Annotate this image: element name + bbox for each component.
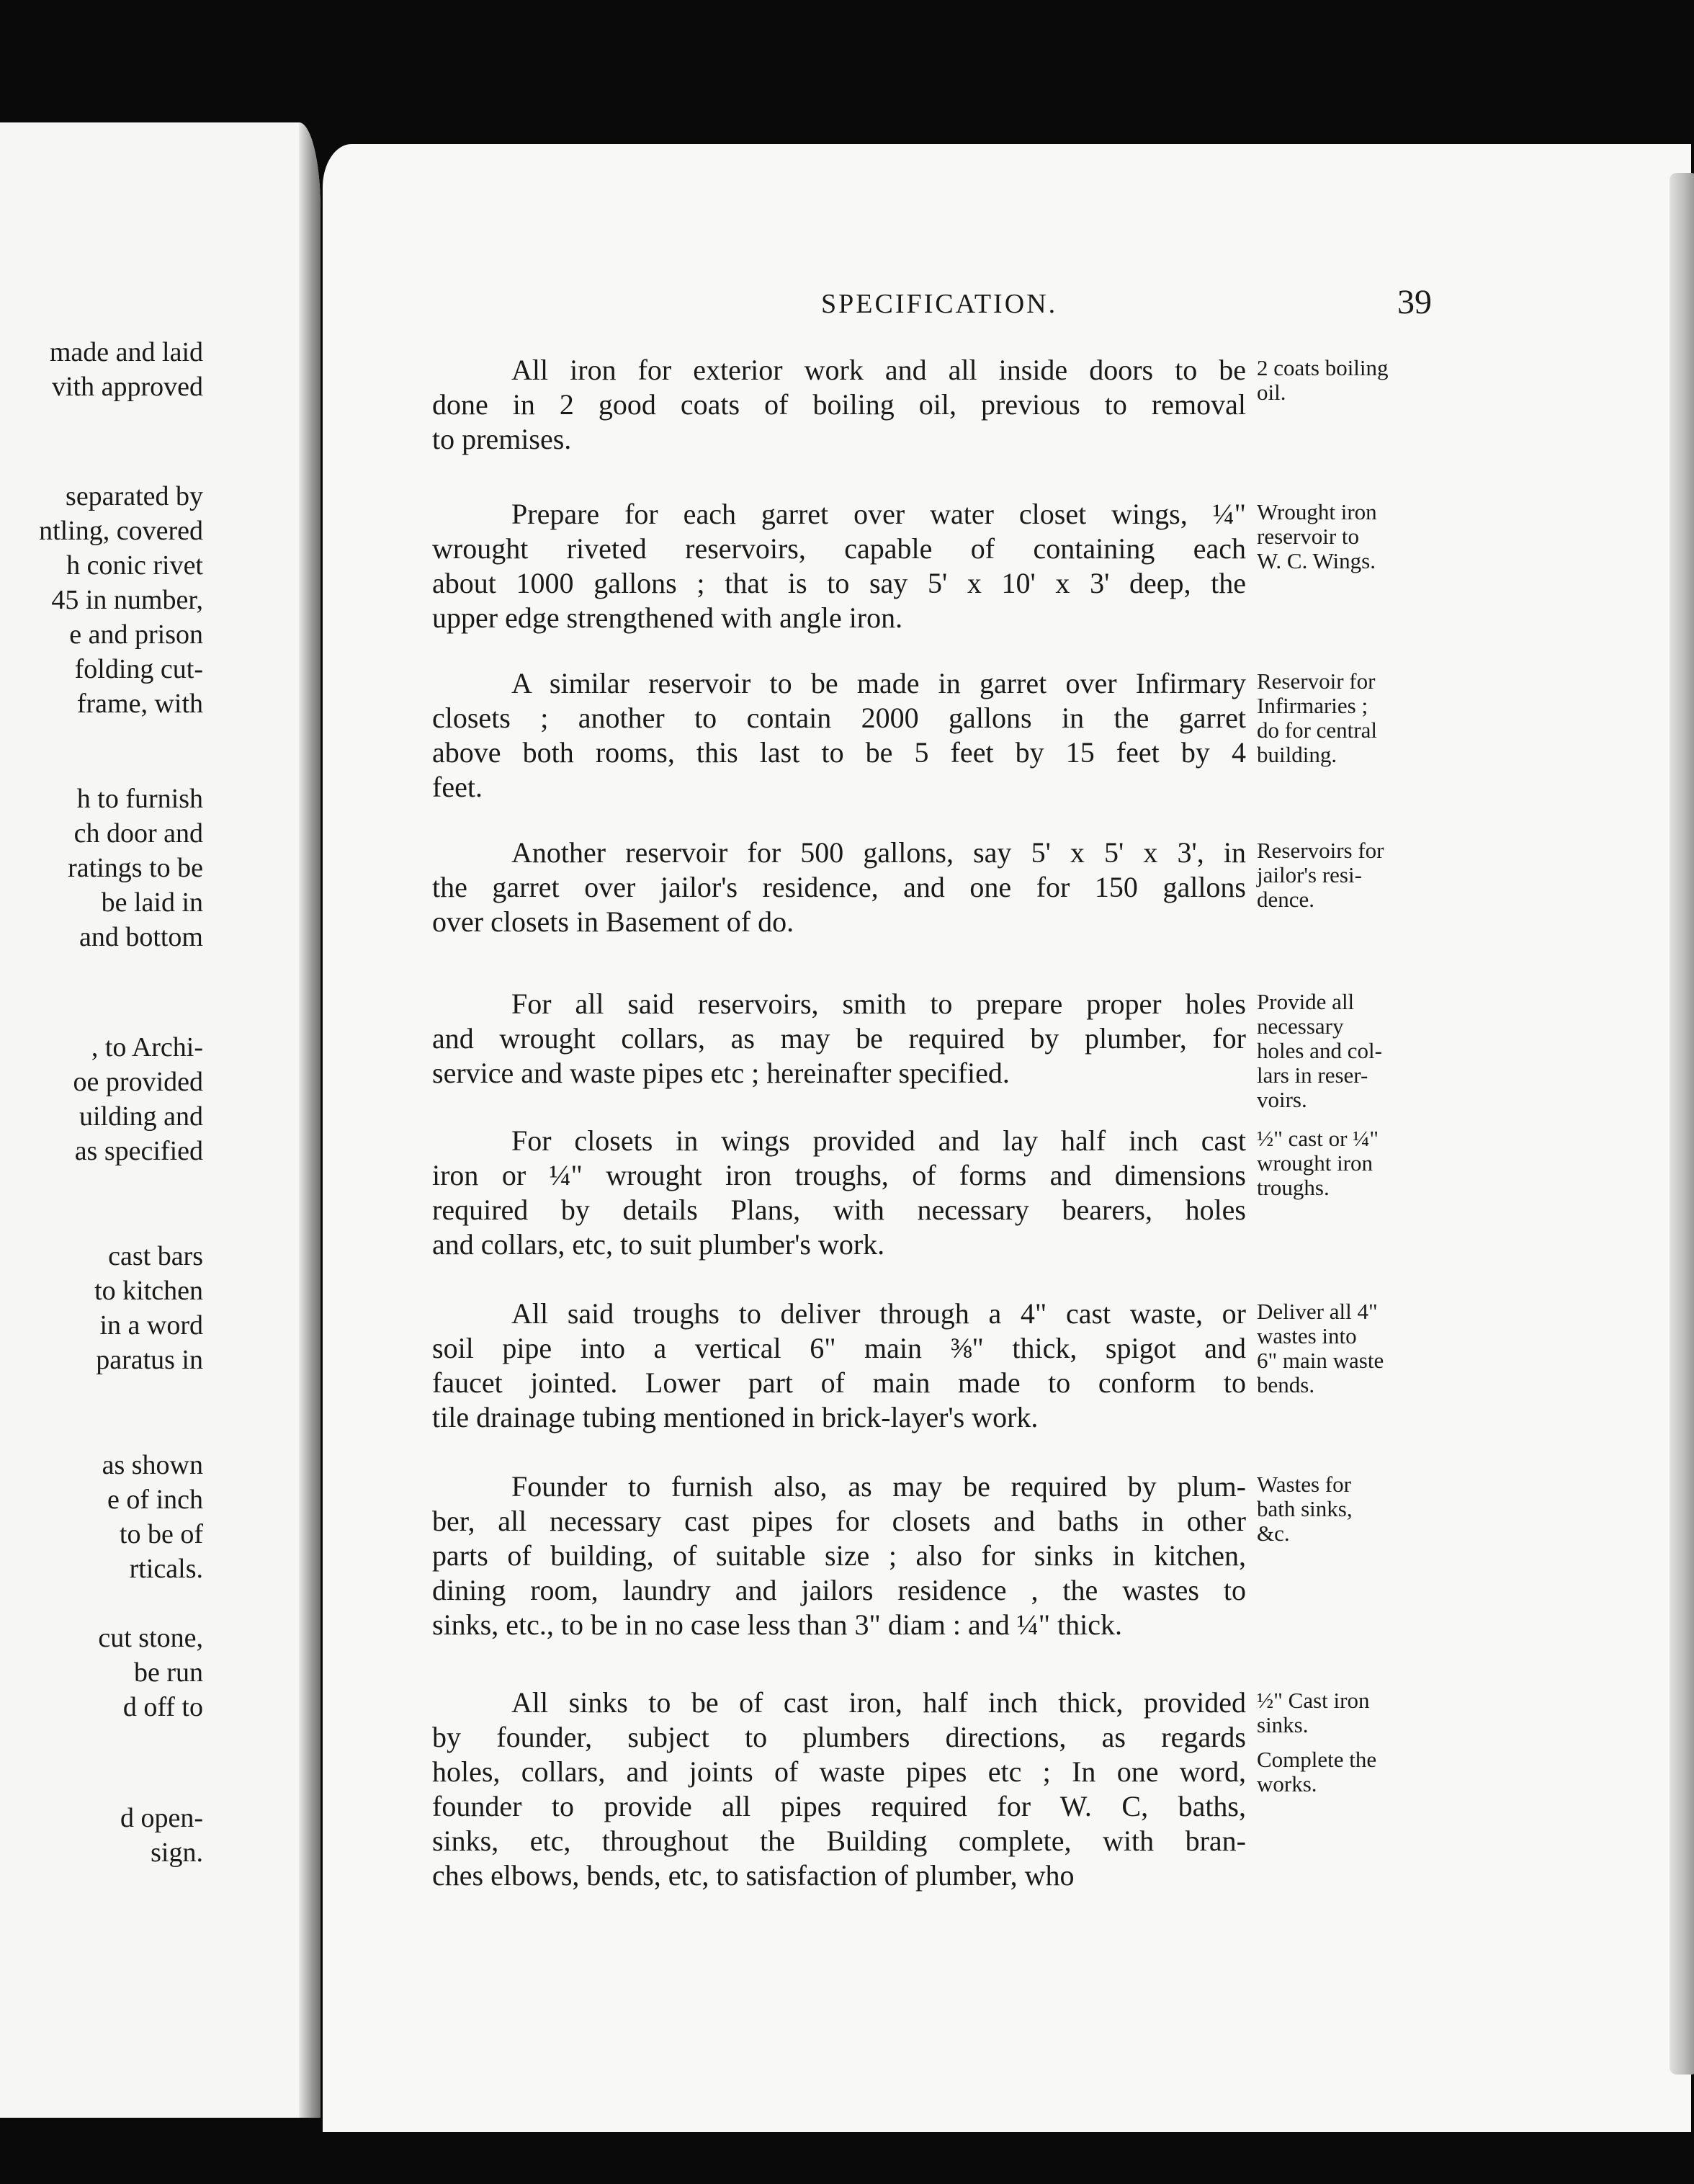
running-head: SPECIFICATION. (821, 289, 1058, 319)
left-page-line: vith approved (51, 372, 203, 402)
paragraph-line: faucet jointed. Lower part of main made to conform to (432, 1366, 1246, 1399)
margin-note (1257, 1688, 1444, 1796)
margin-note-line: Wastes for (1257, 1472, 1351, 1497)
margin-note-line: jailor's resi- (1257, 862, 1362, 887)
margin-note-line: troughs. (1257, 1175, 1330, 1200)
specification-paragraph (432, 666, 1246, 805)
margin-note-line: Reservoirs for (1257, 838, 1384, 863)
left-page-line: be laid in (101, 887, 203, 918)
left-page-line: sign. (151, 1838, 203, 1868)
margin-note-line: lars in reser- (1257, 1062, 1368, 1088)
paragraph-line: Founder to furnish also, as may be required by plum- (511, 1470, 1246, 1503)
margin-note-line: W. C. Wings. (1257, 548, 1376, 573)
margin-note-line: wastes into (1257, 1323, 1357, 1348)
page-edge (1670, 173, 1694, 2075)
left-page-line: oe provided (73, 1067, 203, 1097)
left-page-fragment (0, 1448, 203, 1586)
left-page-fragment (0, 782, 203, 954)
left-page-line: uilding and (79, 1101, 203, 1132)
paragraph-line: For all said reservoirs, smith to prepare proper holes (511, 988, 1246, 1020)
page-number: 39 (1397, 283, 1432, 321)
margin-note-line: Provide all (1257, 989, 1355, 1014)
paragraph-line: ber, all necessary cast pipes for closets and baths in other (432, 1505, 1246, 1537)
margin-note-line: ½" Cast iron (1257, 1688, 1370, 1713)
margin-note-line: Infirmaries ; (1257, 693, 1368, 718)
paragraph-line: Another reservoir for 500 gallons, say 5' x 5' x 3', in (511, 836, 1246, 869)
left-page-line: be run (133, 1657, 203, 1688)
margin-note-line: Wrought iron (1257, 499, 1377, 524)
margin-note-line: ½" cast or ¼" (1257, 1126, 1379, 1151)
paragraph-line: required by details Plans, with necessary bearers, holes (432, 1194, 1246, 1226)
paragraph-line: over closets in Basement of do. (432, 905, 794, 938)
specification-paragraph (432, 1686, 1246, 1893)
left-page-line: as specified (74, 1136, 203, 1166)
paragraph-line: and wrought collars, as may be required by plumber, for (432, 1022, 1246, 1055)
margin-note (1257, 669, 1444, 767)
margin-note-line: 2 coats boiling (1257, 355, 1389, 380)
paragraph-line: Prepare for each garret over water closet wings, ¼" (511, 498, 1246, 530)
left-page-line: d open- (120, 1803, 203, 1833)
specification-paragraph (432, 1469, 1246, 1642)
paragraph-line: A similar reservoir to be made in garret over Infirmary (511, 667, 1246, 699)
margin-note (1257, 1472, 1444, 1546)
book-gutter (299, 122, 321, 2118)
margin-note-line: voirs. (1257, 1087, 1307, 1112)
left-page-line: 45 in number, (51, 585, 203, 615)
paragraph-line: by founder, subject to plumbers directions, as regards (432, 1721, 1246, 1753)
paragraph-line: wrought riveted reservoirs, capable of containing each (432, 532, 1246, 565)
paragraph-line: founder to provide all pipes required for W. C, baths, (432, 1790, 1246, 1822)
left-page-line: to be of (119, 1519, 203, 1549)
left-page-line: h conic rivet (66, 550, 203, 581)
specification-paragraph (432, 836, 1246, 939)
paragraph-line: dining room, laundry and jailors residence , the wastes to (432, 1574, 1246, 1606)
paragraph-line: tile drainage tubing mentioned in brick-layer's work. (432, 1401, 1039, 1433)
paragraph-line: to premises. (432, 423, 572, 455)
left-page-line: cut stone, (98, 1623, 203, 1653)
paragraph-line: above both rooms, this last to be 5 feet by 15 feet by 4 (432, 736, 1246, 769)
paragraph-line: parts of building, of suitable size ; also for sinks in kitchen, (432, 1539, 1246, 1572)
left-page-line: made and laid (49, 337, 203, 367)
margin-note (1257, 838, 1444, 912)
margin-note-line: necessary (1257, 1013, 1344, 1039)
left-page-line: and bottom (79, 922, 203, 952)
margin-note-line: do for central (1257, 717, 1377, 743)
margin-note (1257, 356, 1444, 405)
left-page-fragment (0, 1030, 203, 1168)
margin-note-line: sinks. (1257, 1712, 1309, 1737)
paragraph-line: All sinks to be of cast iron, half inch thick, provided (511, 1686, 1246, 1719)
left-page-line: e of inch (107, 1485, 203, 1515)
margin-note-line: Complete the (1257, 1747, 1377, 1772)
paragraph-line: and collars, etc, to suit plumber's work. (432, 1228, 885, 1261)
margin-note-line: &c. (1257, 1521, 1290, 1546)
left-page-line: ntling, covered (39, 516, 203, 546)
left-page-fragment (0, 1621, 203, 1724)
margin-note-line: building. (1257, 742, 1337, 767)
paragraph-line: upper edge strengthened with angle iron. (432, 601, 903, 634)
margin-note (1257, 990, 1444, 1112)
margin-note-line: dence. (1257, 887, 1315, 912)
left-page-fragment (0, 1239, 203, 1377)
left-page-line: frame, with (76, 689, 203, 719)
paragraph-line: sinks, etc, throughout the Building complete, with bran- (432, 1825, 1246, 1857)
specification-paragraph (432, 497, 1246, 635)
margin-note (1257, 1299, 1444, 1397)
paragraph-line: about 1000 gallons ; that is to say 5' x 10' x 3' deep, the (432, 567, 1246, 599)
paragraph-line: service and waste pipes etc ; hereinafter specified. (432, 1057, 1010, 1089)
left-page-line: , to Archi- (91, 1032, 203, 1062)
left-page-line: as shown (102, 1450, 203, 1480)
left-page-line: paratus in (96, 1345, 203, 1375)
paragraph-line: ches elbows, bends, etc, to satisfaction of plumber, who (432, 1859, 1075, 1892)
margin-note-line (1257, 1737, 1444, 1747)
margin-note (1257, 1127, 1444, 1200)
left-page-fragment (0, 335, 203, 404)
left-page-line: h to furnish (76, 784, 203, 814)
paragraph-line: closets ; another to contain 2000 gallons in the garret (432, 702, 1246, 734)
paragraph-line: For closets in wings provided and lay half inch cast (511, 1124, 1246, 1157)
margin-note-line: works. (1257, 1771, 1317, 1796)
left-page-line: in a word (99, 1310, 203, 1341)
paragraph-line: the garret over jailor's residence, and one for 150 gallons (432, 871, 1246, 903)
paragraph-line: iron or ¼" wrought iron troughs, of forms and dimensions (432, 1159, 1246, 1191)
paragraph-line: All said troughs to deliver through a 4" cast waste, or (511, 1297, 1246, 1330)
specification-paragraph (432, 987, 1246, 1091)
left-page-line: ch door and (73, 818, 203, 849)
left-page-line: separated by (66, 481, 203, 511)
paragraph-line: sinks, etc., to be in no case less than 3" diam : and ¼" thick. (432, 1608, 1123, 1641)
paragraph-line: All iron for exterior work and all inside doors to be (511, 354, 1246, 386)
left-page-line: e and prison (69, 619, 203, 650)
paragraph-line: done in 2 good coats of boiling oil, previous to removal (432, 388, 1246, 421)
left-page-line: d off to (122, 1692, 203, 1722)
left-page-line: cast bars (108, 1241, 203, 1271)
margin-note-line: wrought iron (1257, 1150, 1373, 1176)
margin-note-line: Reservoir for (1257, 668, 1376, 694)
specification-paragraph (432, 1124, 1246, 1262)
specification-paragraph (432, 1297, 1246, 1435)
left-page-line: folding cut- (74, 654, 203, 684)
left-page-line: ratings to be (68, 853, 203, 883)
margin-note-line: bath sinks, (1257, 1496, 1353, 1521)
specification-paragraph (432, 353, 1246, 457)
margin-note-line: bends. (1257, 1372, 1315, 1397)
left-page-fragment (0, 1801, 203, 1870)
paragraph-line: holes, collars, and joints of waste pipes etc ; In one word, (432, 1755, 1246, 1788)
paragraph-line: feet. (432, 771, 483, 803)
left-page-line: to kitchen (94, 1276, 203, 1306)
margin-note-line: Deliver all 4" (1257, 1299, 1378, 1324)
margin-note-line: holes and col- (1257, 1038, 1382, 1063)
margin-note-line: reservoir to (1257, 524, 1360, 549)
margin-note (1257, 500, 1444, 573)
paragraph-line: soil pipe into a vertical 6" main ⅜" thick, spigot and (432, 1332, 1246, 1364)
margin-note-line: oil. (1257, 380, 1286, 405)
margin-note-line: 6" main waste (1257, 1348, 1384, 1373)
left-page-fragment (0, 479, 203, 721)
left-page-line: rticals. (129, 1554, 203, 1584)
